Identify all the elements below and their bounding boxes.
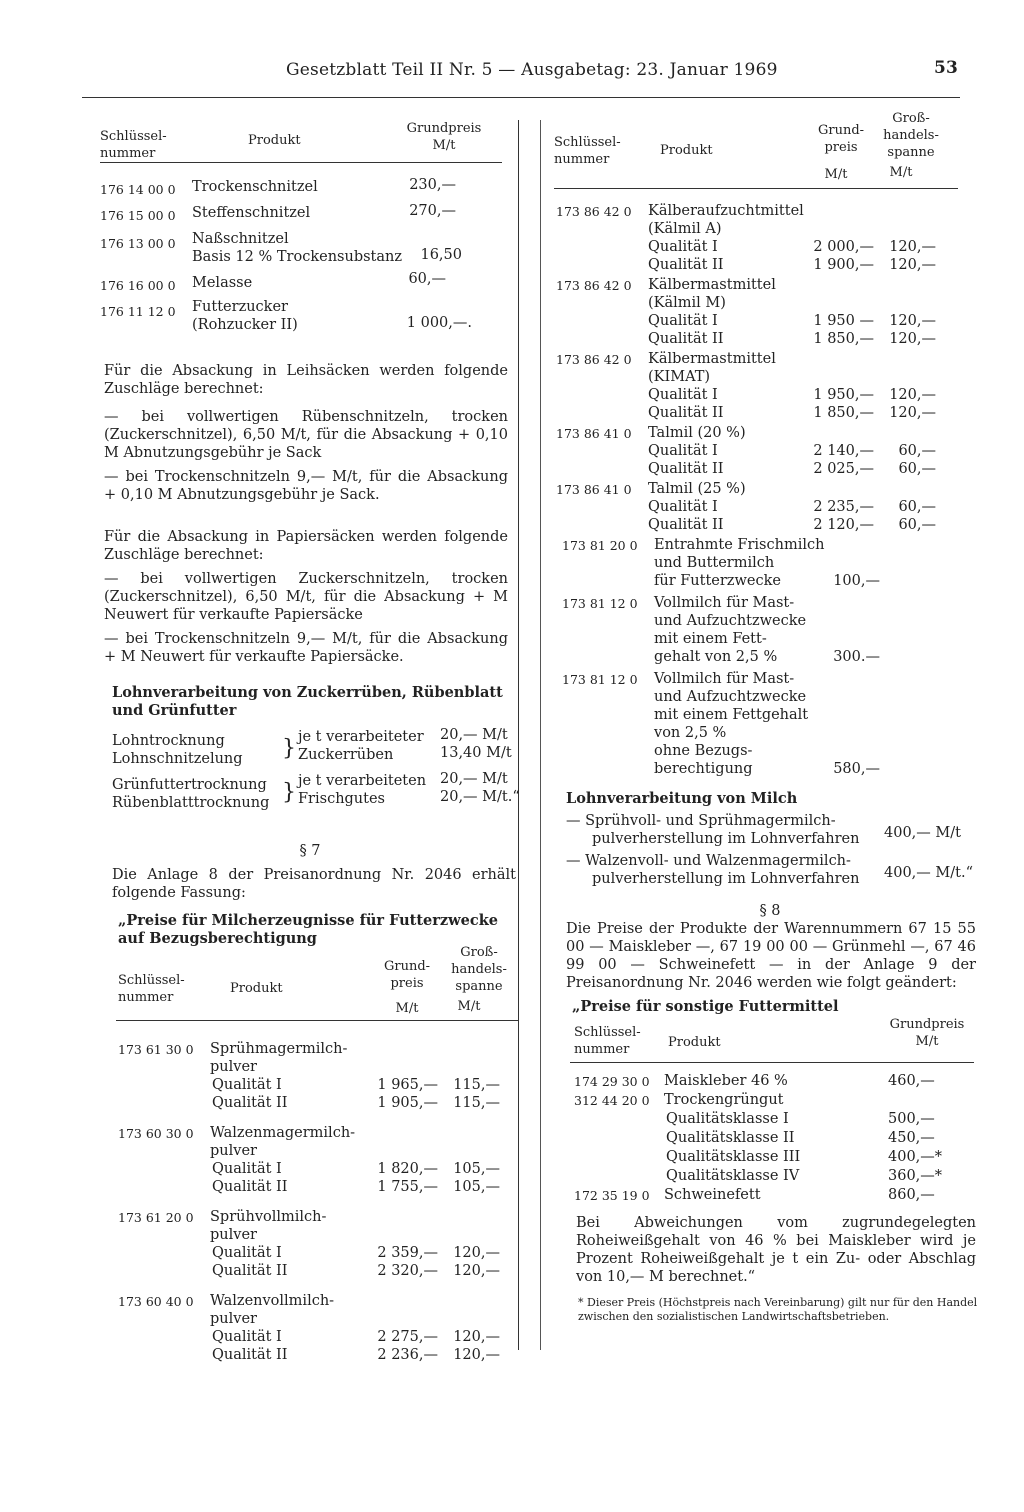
- t1-col-price: Grundpreis M/t: [406, 121, 482, 153]
- heading-sonstige: „Preise für sonstige Futtermittel: [572, 998, 839, 1015]
- table-cell-key: 173 86 42 0: [556, 352, 632, 367]
- table-cell-quality: Qualität II: [648, 405, 724, 421]
- table-cell-margin: 120,—: [889, 405, 936, 421]
- t3-col-product: Produkt: [660, 143, 713, 158]
- list-item: — bei Trockenschnitzeln 9,— M/t, für die Absackung + M Neuwert für verkaufte Papiersäcke.: [104, 631, 509, 665]
- table-cell-key: 173 61 20 0: [118, 1210, 194, 1225]
- table-cell-key: 173 86 42 0: [556, 204, 632, 219]
- list-item-text: Walzenvoll- und Walzenmagermilch-: [585, 853, 851, 869]
- table-cell-product: pulver: [210, 1311, 257, 1327]
- heading-lohn-milch: Lohnverarbeitung von Milch: [566, 790, 798, 807]
- table-cell-product: Maiskleber 46 %: [664, 1073, 788, 1089]
- table-cell-key: 173 60 40 0: [118, 1294, 194, 1309]
- table-cell-price: 1 820,—: [377, 1161, 438, 1177]
- column-divider: [518, 120, 519, 1350]
- table-cell-product: und Aufzuchtzwecke: [654, 689, 807, 705]
- paragraph-roheiweiss: Bei Abweichungen vom zugrundegelegten Roheiweißgehalt von 46 % bei Maiskleber wird je Prozent Roheiweißgehalt je t ein Zu- oder Abschlag von 10,— M berechnet.“: [576, 1215, 976, 1285]
- t2-unit-price: M/t: [395, 1001, 419, 1016]
- table-cell-product: Qualitätsklasse III: [666, 1149, 801, 1165]
- milch-price: 400,— M/t: [884, 825, 961, 841]
- lohn-label: Rübenblatttrocknung: [112, 795, 270, 811]
- lohn-unit: je t verarbeiteter: [298, 729, 424, 745]
- table-cell-key: 174 29 30 0: [574, 1074, 650, 1089]
- table-cell-price: 1 850,—: [813, 405, 874, 421]
- table-cell-quality: Qualität I: [648, 239, 718, 255]
- table-cell-quality: Qualität II: [648, 257, 724, 273]
- table-cell-key: 176 13 00 0: [100, 236, 176, 251]
- table-cell-key: 173 86 41 0: [556, 426, 632, 441]
- table-cell-product: und Buttermilch: [654, 555, 775, 571]
- table-cell-quality: Qualität II: [648, 331, 724, 347]
- footnote: * Dieser Preis (Höchstpreis nach Vereinbarung) gilt nur für den Handel zwischen den sozialistischen Landwirtschaftsbetrieben.: [578, 1296, 978, 1323]
- list-item-text: bei Trockenschnitzeln 9,— M/t, für die Absackung + 0,10 M Abnutzungsgebühr je Sack.: [104, 469, 509, 503]
- table-cell-price: 580,—: [833, 761, 880, 777]
- table-cell-product: Naßschnitzel Basis 12 % Trockensubstanz: [192, 231, 402, 265]
- t3-unit-margin: M/t: [889, 165, 913, 180]
- table-cell-price: 1 950,—: [813, 387, 874, 403]
- t2-col-key: Schlüssel- nummer: [118, 973, 185, 1005]
- list-item: — bei Trockenschnitzeln 9,— M/t, für die Absackung + 0,10 M Abnutzungsgebühr je Sack.: [104, 469, 509, 503]
- table-cell-price: 450,—: [888, 1130, 935, 1146]
- list-item-text: pulverherstellung im Lohnverfahren: [592, 831, 860, 847]
- table-cell-quality: Qualität II: [212, 1095, 288, 1111]
- table-cell-quality: Qualität I: [212, 1161, 282, 1177]
- table-cell-product: Vollmilch für Mast-: [654, 671, 795, 687]
- t1-col-product: Produkt: [248, 133, 301, 148]
- table-cell-price: 100,—: [833, 573, 880, 589]
- section-8: § 8: [759, 903, 781, 919]
- lohn-label: Grünfuttertrocknung: [112, 777, 267, 793]
- table-cell-product: mit einem Fett-: [654, 631, 767, 647]
- table-cell-price: 860,—: [888, 1187, 935, 1203]
- table-cell-key: 173 81 12 0: [562, 672, 638, 687]
- table-cell-margin: 120,—: [889, 313, 936, 329]
- lohn-unit: Frischgutes: [298, 791, 385, 807]
- table-cell-product: von 2,5 %: [654, 725, 727, 741]
- table-cell-product: Sprühvollmilch-: [210, 1209, 327, 1225]
- table-cell-quality: Qualität I: [212, 1329, 282, 1345]
- table-cell-price: 2 235,—: [813, 499, 874, 515]
- table-cell-margin: 60,—: [898, 499, 936, 515]
- table-cell-margin: 120,—: [889, 331, 936, 347]
- table-cell-margin: 105,—: [453, 1161, 500, 1177]
- table-cell-quality: Qualität II: [212, 1179, 288, 1195]
- table-cell-margin: 115,—: [453, 1077, 500, 1093]
- table-cell-product: Qualitätsklasse I: [666, 1111, 789, 1127]
- table-cell-product: ohne Bezugs-: [654, 743, 753, 759]
- table-cell-quality: Qualität I: [648, 443, 718, 459]
- list-item: — Sprühvoll- und Sprühmagermilch-: [566, 813, 836, 829]
- list-item-text: bei vollwertigen Zuckerschnitzeln, trocken (Zuckerschnitzel), 6,50 M/t, für die Absackung + M Neuwert für verkaufte Papiersäcke: [104, 571, 508, 623]
- table-cell-key: 176 15 00 0: [100, 208, 176, 223]
- table-cell-price: 1 900,—: [813, 257, 874, 273]
- table-cell-margin: 115,—: [453, 1095, 500, 1111]
- t3-unit-price: M/t: [824, 167, 848, 182]
- table-cell-product: Vollmilch für Mast-: [654, 595, 795, 611]
- table-cell-key: 312 44 20 0: [574, 1093, 650, 1108]
- table-cell-product: Kälberaufzuchtmittel: [648, 203, 804, 219]
- table-cell-margin: 120,—: [453, 1347, 500, 1363]
- table-cell-margin: 60,—: [898, 461, 936, 477]
- list-item: — bei vollwertigen Rübenschnitzeln, trocken (Zuckerschnitzel), 6,50 M/t, für die Absackung + 0,10 M Abnutzungsgebühr je Sack: [104, 409, 508, 461]
- table-cell-product: gehalt von 2,5 %: [654, 649, 778, 665]
- table-cell-key: 173 81 20 0: [562, 538, 638, 553]
- table-cell-price: 1 965,—: [377, 1077, 438, 1093]
- brace-icon: }: [282, 780, 296, 805]
- table-cell-price: 2 359,—: [377, 1245, 438, 1261]
- table-cell-product: für Futterzwecke: [654, 573, 781, 589]
- table-cell-price: 360,—*: [888, 1168, 943, 1184]
- table-cell-quality: Qualität I: [212, 1245, 282, 1261]
- lohn-price: 13,40 M/t: [440, 745, 512, 761]
- lohn-label: Lohntrocknung: [112, 733, 225, 749]
- t1-col-key: Schlüssel- nummer: [100, 129, 167, 161]
- t4-col-key: Schlüssel- nummer: [574, 1025, 641, 1057]
- table-cell-margin: 60,—: [898, 517, 936, 533]
- table-cell-price: 1 950 —: [813, 313, 874, 329]
- table-cell-product: Sprühmagermilch-: [210, 1041, 348, 1057]
- table-cell-price: 500,—: [888, 1111, 935, 1127]
- t4-col-product: Produkt: [668, 1035, 721, 1050]
- table-cell-price: 1 755,—: [377, 1179, 438, 1195]
- table-cell-product: pulver: [210, 1227, 257, 1243]
- table-cell-product: mit einem Fettgehalt: [654, 707, 809, 723]
- brace-icon: }: [282, 736, 296, 761]
- table-cell-price: 2 275,—: [377, 1329, 438, 1345]
- t1-rule: [100, 162, 502, 163]
- table-cell-price: 2 000,—: [813, 239, 874, 255]
- lohn-price: 20,— M/t: [440, 727, 508, 743]
- paragraph-s8: Die Preise der Produkte der Warennummern 67 15 55 00 — Maiskleber —, 67 19 00 00 — Grünmehl —, 67 46 99 00 — Schweinefett — in der Anlage 9 der Preisanordnung Nr. 2046 werden wie folgt geändert:: [566, 921, 976, 991]
- t3-col-margin: Groß- handels- spanne: [883, 111, 939, 160]
- table-cell-price: 60,—: [408, 271, 446, 287]
- table-cell-product: Schweinefett: [664, 1187, 761, 1203]
- table-cell-price: 2 320,—: [377, 1263, 438, 1279]
- table-cell-product: Talmil (25 %): [648, 481, 746, 497]
- lohn-label: Lohnschnitzelung: [112, 751, 243, 767]
- table-cell-quality: Qualität I: [648, 387, 718, 403]
- table-cell-product: Walzenvollmilch-: [210, 1293, 335, 1309]
- lohn-price: 20,— M/t.“: [440, 789, 520, 805]
- t2-unit-margin: M/t: [457, 999, 481, 1014]
- table-cell-product: pulver: [210, 1143, 257, 1159]
- table-cell-product: (Kälmil M): [648, 295, 726, 311]
- table-cell-price: 400,—*: [888, 1149, 943, 1165]
- table-cell-product: Entrahmte Frischmilch: [654, 537, 825, 553]
- table-cell-product: (Kälmil A): [648, 221, 722, 237]
- list-item-text: Sprühvoll- und Sprühmagermilch-: [585, 813, 836, 829]
- table-cell-price: 270,—: [409, 203, 456, 219]
- table-cell-quality: Qualität I: [212, 1077, 282, 1093]
- header-rule: [82, 97, 960, 98]
- table-cell-product: Kälbermastmittel: [648, 277, 776, 293]
- table-cell-product: Trockenschnitzel: [192, 179, 318, 195]
- table-cell-margin: 120,—: [889, 257, 936, 273]
- section-7: § 7: [299, 843, 321, 859]
- paragraph-s7: Die Anlage 8 der Preisanordnung Nr. 2046 erhält folgende Fassung:: [112, 867, 516, 901]
- list-item: — Walzenvoll- und Walzenmagermilch-: [566, 853, 851, 869]
- heading-lohnverarbeitung: Lohnverarbeitung von Zuckerrüben, Rübenblatt und Grünfutter: [112, 684, 503, 719]
- t3-col-key: Schlüssel- nummer: [554, 135, 621, 167]
- milch-price: 400,— M/t.“: [884, 865, 973, 881]
- table-cell-price: 2 120,—: [813, 517, 874, 533]
- table-cell-key: 173 61 30 0: [118, 1042, 194, 1057]
- table-cell-product: (KIMAT): [648, 369, 711, 385]
- table-cell-product: Steffenschnitzel: [192, 205, 311, 221]
- t3-rule: [554, 188, 958, 189]
- table-cell-quality: Qualität I: [648, 499, 718, 515]
- paragraph-papiersaecke: Für die Absackung in Papiersäcken werden folgende Zuschläge berechnet:: [104, 529, 508, 563]
- table-cell-product: Talmil (20 %): [648, 425, 746, 441]
- table-cell-margin: 120,—: [889, 239, 936, 255]
- table-cell-price: 2 236,—: [377, 1347, 438, 1363]
- table-cell-quality: Qualität II: [212, 1347, 288, 1363]
- table-cell-price: 300.—: [833, 649, 880, 665]
- t4-col-price: Grundpreis M/t: [889, 1017, 965, 1049]
- table-cell-key: 172 35 19 0: [574, 1188, 650, 1203]
- table-cell-key: 173 81 12 0: [562, 596, 638, 611]
- lohn-price: 20,— M/t: [440, 771, 508, 787]
- table-cell-quality: Qualität II: [212, 1263, 288, 1279]
- table-cell-price: 460,—: [888, 1073, 935, 1089]
- table-cell-price: 1 905,—: [377, 1095, 438, 1111]
- page-number: 53: [934, 58, 959, 78]
- table-cell-price: 2 025,—: [813, 461, 874, 477]
- table-cell-product: Trockengrüngut: [664, 1092, 784, 1108]
- table-cell-margin: 120,—: [453, 1263, 500, 1279]
- list-item-text: pulverherstellung im Lohnverfahren: [592, 871, 860, 887]
- lohn-unit: Zuckerrüben: [298, 747, 394, 763]
- t3-col-price: Grund- preis: [817, 123, 865, 155]
- table-cell-product: Walzenmagermilch-: [210, 1125, 356, 1141]
- table-cell-key: 176 11 12 0: [100, 304, 176, 319]
- t2-col-margin: Groß- handels- spanne: [451, 945, 507, 994]
- table-cell-margin: 120,—: [889, 387, 936, 403]
- t2-rule: [116, 1020, 518, 1021]
- table-cell-quality: Qualität II: [648, 461, 724, 477]
- running-header: Gesetzblatt Teil II Nr. 5 — Ausgabetag: 23. Januar 1969: [286, 60, 778, 80]
- table-cell-key: 173 60 30 0: [118, 1126, 194, 1141]
- table-cell-product: und Aufzuchtzwecke: [654, 613, 807, 629]
- table-cell-product: Futterzucker (Rohzucker II): [192, 299, 298, 333]
- table-cell-product: Qualitätsklasse II: [666, 1130, 795, 1146]
- table-cell-quality: Qualität II: [648, 517, 724, 533]
- table-cell-quality: Qualität I: [648, 313, 718, 329]
- paragraph-leihsaecke: Für die Absackung in Leihsäcken werden folgende Zuschläge berechnet:: [104, 363, 508, 397]
- list-item-text: bei vollwertigen Rübenschnitzeln, trocken (Zuckerschnitzel), 6,50 M/t, für die Absackung + 0,10 M Abnutzungsgebühr je Sack: [104, 409, 508, 461]
- t2-col-product: Produkt: [230, 981, 283, 996]
- table-cell-product: Kälbermastmittel: [648, 351, 776, 367]
- table-cell-price: 16,50: [420, 247, 462, 263]
- table-cell-margin: 120,—: [453, 1329, 500, 1345]
- t2-col-price: Grund- preis: [383, 959, 431, 991]
- table-cell-product: Qualitätsklasse IV: [666, 1168, 800, 1184]
- table-cell-product: pulver: [210, 1059, 257, 1075]
- list-item: — bei vollwertigen Zuckerschnitzeln, trocken (Zuckerschnitzel), 6,50 M/t, für die Absackung + M Neuwert für verkaufte Papiersäcke: [104, 571, 508, 623]
- table-cell-product: Melasse: [192, 275, 253, 291]
- lohn-unit: je t verarbeiteten: [298, 773, 427, 789]
- table-cell-margin: 120,—: [453, 1245, 500, 1261]
- table-cell-price: 1 000,—.: [406, 315, 472, 331]
- table-cell-product: berechtigung: [654, 761, 753, 777]
- table-cell-margin: 105,—: [453, 1179, 500, 1195]
- heading-milcherzeugnisse: „Preise für Milcherzeugnisse für Futterzwecke auf Bezugsberechtigung: [118, 912, 498, 947]
- column-divider-right: [540, 120, 541, 1350]
- table-cell-key: 176 16 00 0: [100, 278, 176, 293]
- t4-rule: [570, 1062, 974, 1063]
- table-cell-key: 176 14 00 0: [100, 182, 176, 197]
- table-cell-key: 173 86 41 0: [556, 482, 632, 497]
- table-cell-price: 230,—: [409, 177, 456, 193]
- table-cell-margin: 60,—: [898, 443, 936, 459]
- table-cell-price: 2 140,—: [813, 443, 874, 459]
- list-item-text: bei Trockenschnitzeln 9,— M/t, für die Absackung + M Neuwert für verkaufte Papiersäcke.: [104, 631, 509, 665]
- table-cell-price: 1 850,—: [813, 331, 874, 347]
- table-cell-key: 173 86 42 0: [556, 278, 632, 293]
